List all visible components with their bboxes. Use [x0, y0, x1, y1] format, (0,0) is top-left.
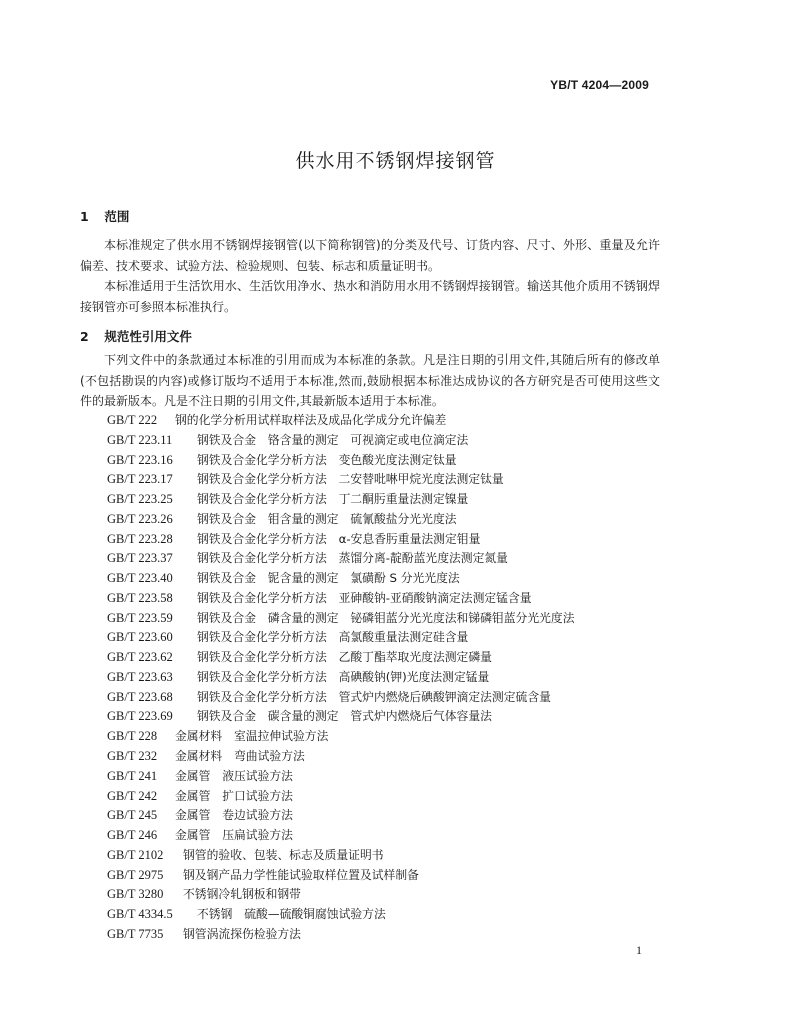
- reference-item: [107, 549, 575, 569]
- reference-list: [107, 411, 575, 945]
- reference-item: [107, 628, 575, 648]
- reference-title: 钢铁及合金 钼含量的测定 硫氰酸盐分光光度法: [197, 511, 457, 526]
- reference-code: GB/T 223.28: [107, 531, 173, 546]
- reference-item: [107, 609, 575, 629]
- reference-item: [107, 411, 575, 431]
- references-intro: 下列文件中的条款通过本标准的引用而成为本标准的条款。凡是注日期的引用文件,其随后所有的修改单(不包括勘误的内容)或修订版均不适用于本标准,然而,鼓励根据本标准达成协议的各方研究是否可使用这些文件的最新版本。凡是不注日期的引用文件,其最新版本适用于本标准。: [80, 353, 660, 408]
- reference-title: 钢铁及合金 铬含量的测定 可视滴定或电位滴定法: [197, 432, 469, 447]
- reference-item: [107, 826, 575, 846]
- reference-code: GB/T 223.69: [107, 709, 173, 724]
- reference-title: 钢铁及合金化学分析方法 二安替吡啉甲烷光度法测定钛量: [197, 472, 504, 487]
- reference-code: GB/T 242: [107, 788, 158, 803]
- reference-item: [107, 431, 575, 451]
- reference-item: [107, 747, 575, 767]
- section-number: 2: [80, 329, 89, 344]
- scope-paragraph-1: 本标准规定了供水用不锈钢焊接钢管(以下简称钢管)的分类及代号、订货内容、尺寸、外形、重量及允许偏差、技术要求、试验方法、检验规则、包装、标志和质量证明书。: [80, 238, 660, 273]
- reference-title: 金属管 卷边试验方法: [175, 808, 293, 823]
- reference-item: [107, 806, 575, 826]
- reference-title: 钢铁及合金化学分析方法 变色酸光度法测定钛量: [197, 452, 457, 467]
- reference-title: 钢的化学分析用试样取样法及成品化学成分允许偏差: [175, 413, 447, 427]
- reference-code: GB/T 228: [107, 729, 158, 744]
- reference-code: GB/T 223.17: [107, 472, 173, 487]
- section-2-heading: [80, 327, 192, 345]
- reference-code: GB/T 223.40: [107, 571, 173, 586]
- reference-item: [107, 451, 575, 471]
- reference-title: 钢及钢产品力学性能试验取样位置及试样制备: [183, 867, 419, 882]
- reference-item: [107, 688, 575, 708]
- reference-item: [107, 470, 575, 490]
- reference-code: GB/T 223.37: [107, 551, 173, 566]
- reference-title: 钢铁及合金 碳含量的测定 管式炉内燃烧后气体容量法: [197, 709, 492, 724]
- reference-title: 钢铁及合金化学分析方法 高碘酸钠(钾)光度法测定锰量: [197, 669, 490, 684]
- reference-code: GB/T 4334.5: [107, 907, 173, 922]
- reference-item: [107, 530, 575, 550]
- reference-code: GB/T 232: [107, 749, 158, 764]
- reference-code: GB/T 223.26: [107, 511, 173, 526]
- reference-item: [107, 846, 575, 866]
- reference-code: GB/T 223.16: [107, 452, 173, 467]
- reference-item: [107, 925, 575, 945]
- reference-item: [107, 885, 575, 905]
- reference-item: [107, 510, 575, 530]
- reference-item: [107, 787, 575, 807]
- reference-title: 不锈钢 硫酸—硫酸铜腐蚀试验方法: [197, 907, 386, 922]
- reference-title: 钢铁及合金化学分析方法 α-安息香肟重量法测定钼量: [197, 531, 481, 546]
- reference-title: 钢铁及合金化学分析方法 亚砷酸钠-亚硝酸钠滴定法测定锰含量: [197, 590, 532, 605]
- reference-title: 金属管 压扁试验方法: [175, 828, 293, 843]
- scope-paragraph-2: 本标准适用于生活饮用水、生活饮用净水、热水和消防用水用不锈钢焊接钢管。输送其他介质用不锈钢焊接钢管亦可参照本标准执行。: [80, 279, 660, 314]
- section-1-heading: [80, 207, 129, 225]
- reference-item: [107, 727, 575, 747]
- reference-code: GB/T 3280: [107, 887, 164, 902]
- reference-item: [107, 589, 575, 609]
- reference-title: 钢铁及合金化学分析方法 蒸馏分离-靛酚蓝光度法测定氮量: [197, 551, 508, 566]
- section-title: 范围: [104, 209, 130, 224]
- reference-code: GB/T 223.62: [107, 650, 173, 665]
- reference-code: GB/T 246: [107, 828, 158, 843]
- reference-item: [107, 490, 575, 510]
- reference-code: GB/T 223.63: [107, 669, 173, 684]
- reference-code: GB/T 223.60: [107, 630, 173, 645]
- reference-code: GB/T 7735: [107, 926, 164, 941]
- reference-item: [107, 648, 575, 668]
- reference-title: 钢铁及合金化学分析方法 高氯酸重量法测定硅含量: [197, 630, 469, 645]
- reference-title: 金属材料 弯曲试验方法: [175, 749, 305, 764]
- reference-title: 钢铁及合金化学分析方法 管式炉内燃烧后碘酸钾滴定法测定硫含量: [197, 689, 551, 704]
- reference-item: [107, 905, 575, 925]
- reference-code: GB/T 245: [107, 808, 158, 823]
- reference-title: 钢铁及合金 铌含量的测定 氯磺酚 S 分光光度法: [197, 571, 460, 586]
- reference-code: GB/T 241: [107, 768, 158, 783]
- reference-title: 钢铁及合金化学分析方法 乙酸丁酯萃取光度法测定磷量: [197, 650, 492, 665]
- reference-code: GB/T 223.58: [107, 590, 173, 605]
- reference-title: 钢管涡流探伤检验方法: [183, 926, 301, 941]
- reference-title: 钢铁及合金 磷含量的测定 铋磷钼蓝分光光度法和锑磷钼蓝分光光度法: [197, 610, 575, 625]
- reference-code: GB/T 223.68: [107, 689, 173, 704]
- section-number: 1: [80, 209, 89, 224]
- reference-code: GB/T 2975: [107, 867, 164, 882]
- page-number: 1: [636, 943, 642, 957]
- reference-code: GB/T 222: [107, 413, 158, 427]
- reference-title: 钢铁及合金化学分析方法 丁二酮肟重量法测定镍量: [197, 492, 469, 507]
- reference-title: 钢管的验收、包装、标志及质量证明书: [183, 847, 384, 862]
- reference-code: GB/T 223.25: [107, 492, 173, 507]
- reference-code: GB/T 2102: [107, 847, 164, 862]
- reference-title: 金属材料 室温拉伸试验方法: [175, 729, 329, 744]
- reference-code: GB/T 223.11: [107, 432, 173, 447]
- reference-title: 不锈钢冷轧钢板和钢带: [183, 887, 301, 902]
- standard-code: YB/T 4204—2009: [550, 78, 649, 92]
- reference-item: [107, 767, 575, 787]
- reference-title: 金属管 扩口试验方法: [175, 788, 293, 803]
- reference-item: [107, 569, 575, 589]
- reference-item: [107, 707, 575, 727]
- page-title: 供水用不锈钢焊接钢管: [295, 150, 496, 172]
- reference-title: 金属管 液压试验方法: [175, 768, 293, 783]
- section-title: 规范性引用文件: [104, 329, 192, 344]
- reference-item: [107, 668, 575, 688]
- reference-item: [107, 866, 575, 886]
- reference-code: GB/T 223.59: [107, 610, 173, 625]
